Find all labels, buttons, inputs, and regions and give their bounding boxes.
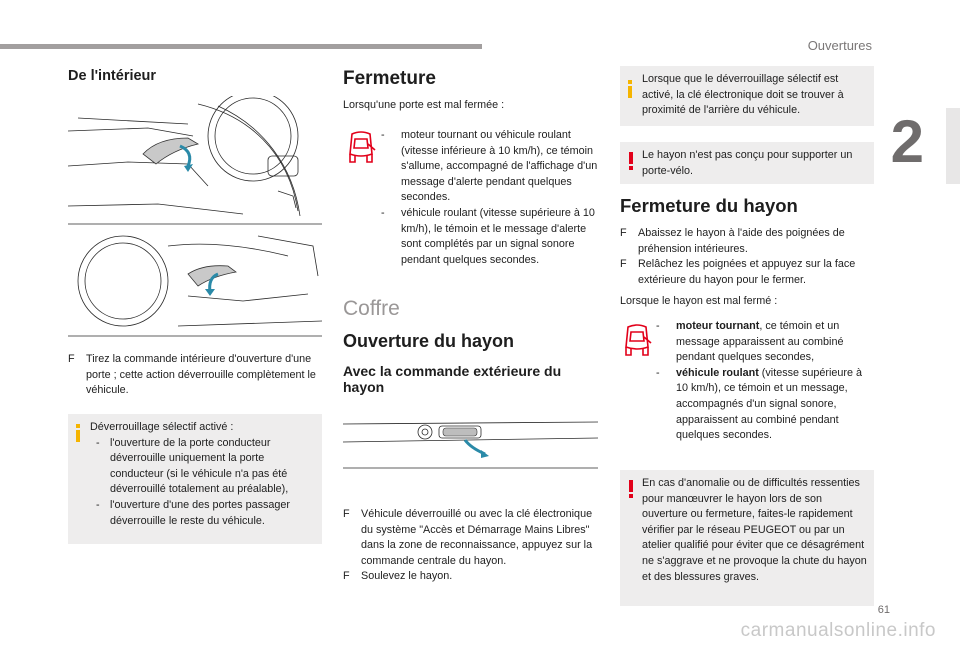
handle-top [143,138,198,172]
tailgate-drawing [343,412,598,492]
bullet-marker: F [68,353,75,365]
info-box-selective-unlock [68,414,322,544]
car-door-open-icon [346,128,376,168]
title-fermeture: Fermeture [343,68,436,89]
fermeture-hayon-bullet-1: F Abaissez le hayon à l'aide des poignées de préhension intérieures. [620,227,845,255]
warning-icon [629,480,633,498]
warning-bike-text: Le hayon n'est pas conçu pour supporter un porte-vélo. [642,149,853,177]
section-label: Ouvertures [807,38,872,53]
fermeture-item-1: - moteur tournant ou véhicule roulant (vitesse inférieure à 10 km/h), ce témoin s'allume, accompagné de l'affichage d'un message d'alerte pendant quelques secondes. [381,129,598,204]
info-item-2: - l'ouverture d'une des portes passager déverrouille le reste du véhicule. [96,498,290,527]
chapter-number: 2 [890,108,924,175]
handle-bottom [188,266,236,296]
fermeture-intro: Lorsqu'une porte est mal fermée : [343,99,505,111]
interior-handle-drawing [68,96,322,346]
hayon-mal-ferme-intro: Lorsque le hayon est mal fermé : [620,295,778,307]
ouverture-bullet-2: F Soulevez le hayon. [343,570,453,583]
info-icon [76,424,80,442]
warning-icon [629,152,633,170]
interior-bullet-text: Tirez la commande intérieure d'ouverture d'une porte ; cette action déverrouille complètement le véhicule. [86,353,316,397]
info-intro: Déverrouillage sélectif activé : [90,421,234,433]
info-key-text: Lorsque que le déverrouillage sélectif est activé, la clé électronique doit se trouver à proximité de l'arrière du véhicule. [642,73,844,117]
tailgate-switch-illustration [343,412,598,492]
car-door-open-icon [622,321,652,361]
fermeture-item-2: - véhicule roulant (vitesse supérieure à 10 km/h), le témoin et le message d'alerte sont complétés par un signal sonore pendant quelques secondes. [381,206,595,266]
hayon-list [656,319,874,444]
warning-box-anomaly [620,470,874,606]
hayon-item-1: - moteur tournant, ce témoin et un message apparaissent au combiné pendant quelques secondes, [656,320,844,364]
ouverture-bullet-1: F Véhicule déverrouillé ou avec la clé électronique du système "Accès et Démarrage Mains Libres" dans la zone de reconnaissance, appuyez sur la commande centrale du hayon. [343,508,593,567]
info-item-1: - l'ouverture de la porte conducteur déverrouille uniquement la porte conducteur (si le véhicule n'a pas été déverrouillé totalement au préalable), [96,436,289,496]
door-handle-illustration [68,96,322,346]
warning-anomaly-text: En cas d'anomalie ou de difficultés ressenties pour manœuvrer le hayon lors de son ouverture ou fermeture, faites-le rapidement vérifier par le réseau PEUGEOT ou par un atelier qualifié pour éviter que ce désagrément ne s'aggrave et ne provoque la chute du hayon et des blessures graves. [642,477,867,583]
watermark: carmanualsonline.info [740,620,936,641]
interior-bullet [68,352,338,399]
fermeture-list [381,128,599,268]
title-fermeture-hayon: Fermeture du hayon [620,195,798,216]
info-box-key-proximity [620,66,874,126]
title-ouverture-hayon: Ouverture du hayon [343,331,515,351]
fermeture-hayon-bullet-2: F Relâchez les poignées et appuyez sur la face extérieure du hayon pour le fermer. [620,258,856,286]
warning-box-bike-rack [620,142,874,184]
title-commande-exterieure: Avec la commande extérieure du hayon [343,363,562,395]
chapter-band [946,108,960,184]
heading-interieur: De l'intérieur [68,68,157,84]
fermeture-hayon-bullets [620,226,874,288]
header-bar [0,44,482,49]
page-number: 61 [877,604,890,616]
hayon-item-2: - véhicule roulant (vitesse supérieure à 10 km/h), ce témoin et un message, accompagnés d'un signal sonore, apparaissent au combiné pendant quelques secondes. [656,366,863,442]
info-icon [628,80,632,98]
ouverture-bullets [343,507,598,585]
title-coffre: Coffre [343,297,400,320]
